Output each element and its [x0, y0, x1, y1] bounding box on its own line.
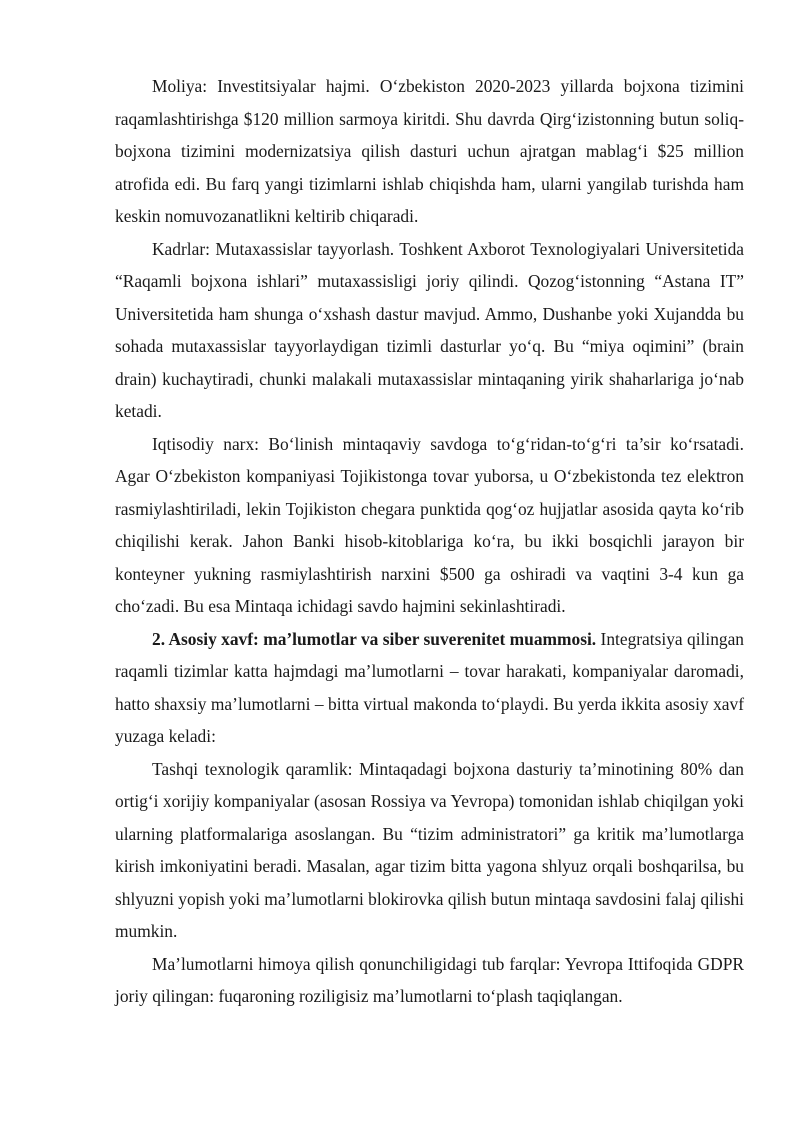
paragraph-tech-dependency — [115, 753, 744, 948]
paragraph-text: Integratsiya qilingan raqamli tizimlar katta hajmdagi ma’lumotlarni – tovar harakati, kompaniyalar daromadi, hatto shaxsiy ma’lumotlarni – bitta virtual makonda to‘playdi. Bu yerda ikkita asosiy xavf yuzaga keladi: — [115, 628, 745, 746]
paragraph-text: Moliya: Investitsiyalar hajmi. O‘zbekiston 2020-2023 yillarda bojxona tizimini raqamlashtirishga $120 million sarmoya kiritdi. Shu davrda Qirg‘izistonning butun soliq-bojxona tizimini modernizatsiya qilish dasturi uchun ajratgan mablag‘i $25 million atrofida edi. Bu farq yangi tizimlarni ishlab chiqishda ham, ularni yangilab turishda ham keskin nomuvozanatlikni keltirib chiqaradi. — [115, 76, 744, 226]
paragraph-economic-cost — [115, 428, 744, 623]
paragraph-text: Kadrlar: Mutaxassislar tayyorlash. Toshkent Axborot Texnologiyalari Universitetida “Raqamli bojxona ishlari” mutaxassisligi joriy qilindi. Qozog‘istonning “Astana IT” Universitetida ham shunga o‘xshash dastur mavjud. Ammo, Dushanbe yoki Xujandda bu sohada mutaxassislar tayyorlaydigan tizimli dasturlar yo‘q. Bu “miya oqimini” (brain drain) kuchaytiradi, chunki malakali mutaxassislar mintaqaning yirik shaharlariga jo‘nab ketadi. — [115, 238, 744, 421]
paragraph-text: Ma’lumotlarni himoya qilish qonunchiligidagi tub farqlar: Yevropa Ittifoqida GDPR joriy qilingan: fuqaroning roziligisiz ma’lumotlarni to‘plash taqiqlangan. — [115, 953, 744, 1006]
paragraph-data-protection — [115, 948, 744, 1013]
paragraph-text: Iqtisodiy narx: Bo‘linish mintaqaviy savdoga to‘g‘ridan-to‘g‘ri ta’sir ko‘rsatadi. Agar O‘zbekiston kompaniyasi Tojikistonga tovar yuborsa, u O‘zbekistonda tez elektron rasmiylashtiriladi, lekin Tojikiston chegara punktida qog‘oz hujjatlar asosida qayta ko‘rib chiqilishi kerak. Jahon Banki hisob-kitoblariga ko‘ra, bu ikki bosqichli jarayon bir konteyner yukning rasmiylashtirish narxini $500 ga oshiradi va vaqtini 3-4 kun ga cho‘zadi. Bu esa Mintaqa ichidagi savdo hajmini sekinlashtiradi. — [115, 433, 744, 616]
document-body — [115, 70, 744, 1013]
paragraph-personnel — [115, 233, 744, 428]
paragraph-text: Tashqi texnologik qaramlik: Mintaqadagi bojxona dasturiy ta’minotining 80% dan ortig‘i xorijiy kompaniyalar (asosan Rossiya va Yevropa) tomonidan ishlab chiqilgan yoki ularning platformalariga asoslangan. Bu “tizim administratori” ga kritik ma’lumotlarga kirish imkoniyatini beradi. Masalan, agar tizim bitta yagona shlyuz orqali boshqarilsa, bu shlyuzni yopish yoki ma’lumotlarni blokirovka qilish butun mintaqa savdosini falaj qilishi mumkin. — [115, 758, 744, 941]
paragraph-main-risk — [115, 623, 744, 753]
section-heading: 2. Asosiy xavf: ma’lumotlar va siber suverenitet muammosi. — [152, 628, 597, 649]
paragraph-finance — [115, 70, 744, 233]
